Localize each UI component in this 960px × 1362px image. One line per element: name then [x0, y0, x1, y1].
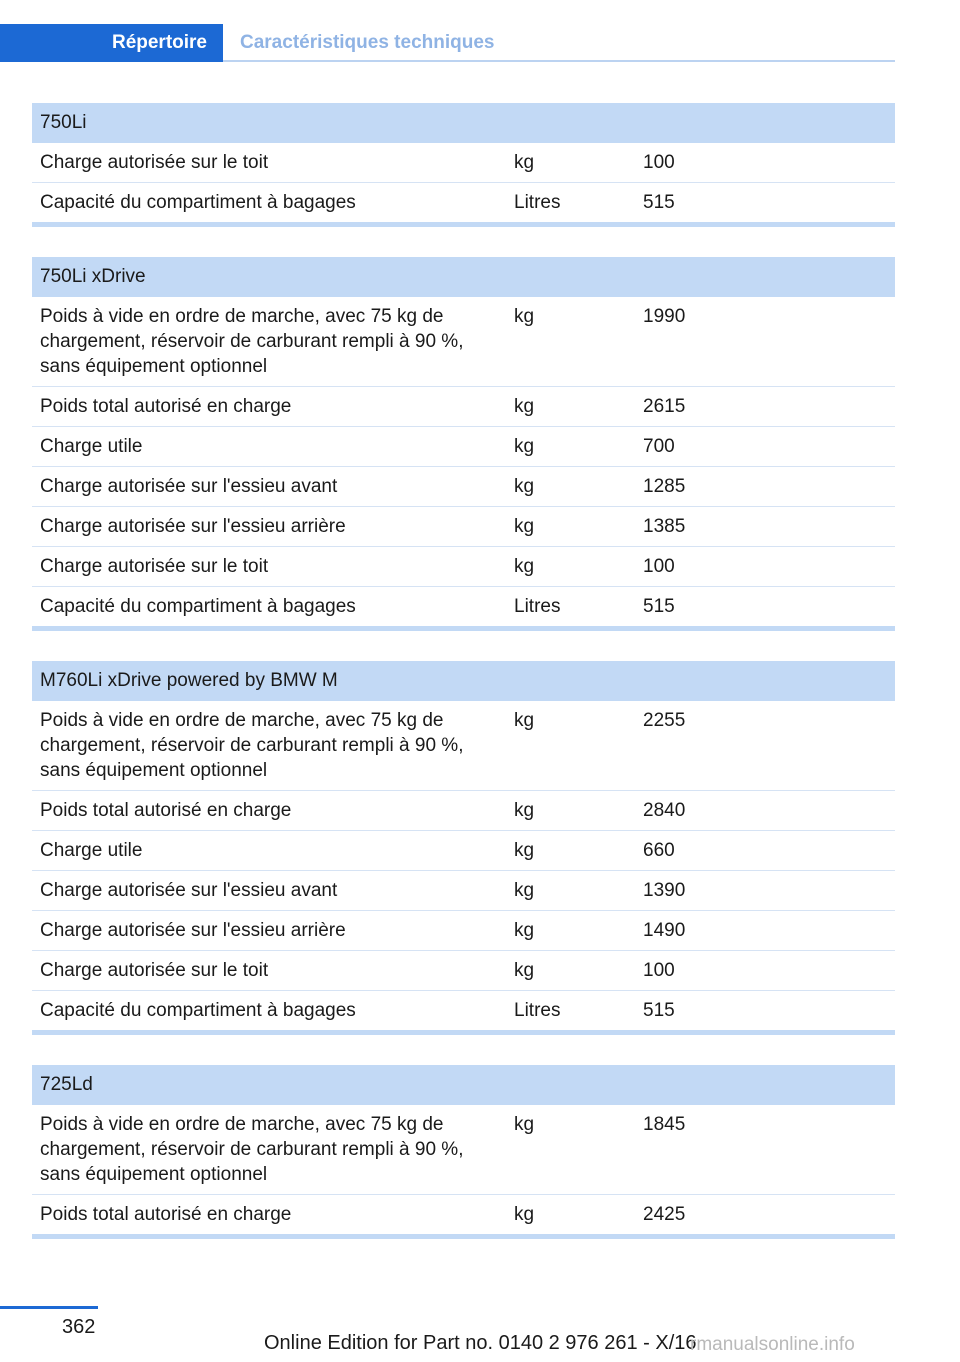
- row-value: 100: [643, 960, 675, 981]
- row-unit: kg: [514, 476, 535, 497]
- row-unit: kg: [514, 880, 535, 901]
- table-title: 750Li: [32, 103, 895, 143]
- table-row: [32, 507, 895, 547]
- tab-technical-specs[interactable]: Caractéristiques techniques: [240, 32, 495, 53]
- row-value: 2840: [643, 800, 686, 821]
- table-bottom-rule: [32, 626, 895, 631]
- row-unit: kg: [514, 152, 535, 173]
- row-unit: kg: [514, 920, 535, 941]
- table-row: [32, 1105, 895, 1195]
- row-label: Poids à vide en ordre de marche, avec 75 kg de chargement, réservoir de carburant rempli à 90 %, sans équipement optionnel: [40, 1114, 464, 1185]
- row-label: Poids total autorisé en charge: [40, 1204, 292, 1225]
- table-title: 750Li xDrive: [32, 257, 895, 297]
- row-label: Capacité du compartiment à bagages: [40, 596, 356, 617]
- row-label: Capacité du compartiment à bagages: [40, 192, 356, 213]
- table-bottom-rule: [32, 1234, 895, 1239]
- table-title: 725Ld: [32, 1065, 895, 1105]
- row-unit: Litres: [514, 1000, 561, 1021]
- table-row: [32, 427, 895, 467]
- row-label: Charge autorisée sur le toit: [40, 960, 269, 981]
- row-label: Charge autorisée sur le toit: [40, 556, 269, 577]
- row-value: 700: [643, 436, 675, 457]
- table-row: [32, 871, 895, 911]
- tab-repertoire[interactable]: Répertoire: [0, 24, 223, 62]
- row-unit: kg: [514, 516, 535, 537]
- table-row: [32, 467, 895, 507]
- table-bottom-rule: [32, 1030, 895, 1035]
- table-row: [32, 143, 895, 183]
- row-unit: kg: [514, 306, 535, 327]
- row-unit: kg: [514, 556, 535, 577]
- row-label: Poids total autorisé en charge: [40, 800, 292, 821]
- row-unit: kg: [514, 436, 535, 457]
- watermark: rmanualsonline.info: [690, 1334, 855, 1355]
- row-value: 1390: [643, 880, 686, 901]
- row-label: Poids total autorisé en charge: [40, 396, 292, 417]
- row-label: Charge autorisée sur l'essieu arrière: [40, 516, 346, 537]
- row-unit: kg: [514, 800, 535, 821]
- spec-table-750li: [32, 103, 895, 227]
- row-label: Poids à vide en ordre de marche, avec 75 kg de chargement, réservoir de carburant rempli à 90 %, sans équipement optionnel: [40, 710, 464, 781]
- row-value: 1285: [643, 476, 686, 497]
- row-value: 515: [643, 192, 675, 213]
- table-row: [32, 911, 895, 951]
- row-unit: kg: [514, 840, 535, 861]
- row-label: Charge autorisée sur l'essieu avant: [40, 880, 338, 901]
- row-unit: Litres: [514, 192, 561, 213]
- row-unit: Litres: [514, 596, 561, 617]
- table-bottom-rule: [32, 222, 895, 227]
- spec-table-750li-xdrive: [32, 257, 895, 631]
- footer-rule: [0, 1306, 98, 1309]
- table-row: [32, 701, 895, 791]
- row-value: 1845: [643, 1114, 686, 1135]
- row-unit: kg: [514, 1204, 535, 1225]
- row-value: 1385: [643, 516, 686, 537]
- row-value: 2615: [643, 396, 686, 417]
- row-label: Charge autorisée sur l'essieu arrière: [40, 920, 346, 941]
- row-unit: kg: [514, 710, 535, 731]
- spec-table-m760li-xdrive: [32, 661, 895, 1035]
- row-value: 2255: [643, 710, 686, 731]
- table-row: [32, 587, 895, 627]
- row-value: 660: [643, 840, 675, 861]
- row-label: Capacité du compartiment à bagages: [40, 1000, 356, 1021]
- row-value: 515: [643, 596, 675, 617]
- row-label: Poids à vide en ordre de marche, avec 75 kg de chargement, réservoir de carburant rempli à 90 %, sans équipement optionnel: [40, 306, 464, 377]
- row-label: Charge utile: [40, 840, 143, 861]
- table-row: [32, 547, 895, 587]
- spec-table-725ld: [32, 1065, 895, 1239]
- row-value: 2425: [643, 1204, 686, 1225]
- table-row: [32, 831, 895, 871]
- row-unit: kg: [514, 396, 535, 417]
- edition-text: Online Edition for Part no. 0140 2 976 261 - X/16: [264, 1332, 697, 1354]
- row-value: 1490: [643, 920, 686, 941]
- row-label: Charge autorisée sur l'essieu avant: [40, 476, 338, 497]
- row-unit: kg: [514, 960, 535, 981]
- table-row: [32, 297, 895, 387]
- table-title: M760Li xDrive powered by BMW M: [32, 661, 895, 701]
- header-divider: [223, 60, 895, 62]
- row-label: Charge autorisée sur le toit: [40, 152, 269, 173]
- table-row: [32, 1195, 895, 1235]
- row-value: 1990: [643, 306, 686, 327]
- row-label: Charge utile: [40, 436, 143, 457]
- table-row: [32, 951, 895, 991]
- page-number: 362: [62, 1316, 96, 1338]
- row-value: 100: [643, 152, 675, 173]
- row-unit: kg: [514, 1114, 535, 1135]
- row-value: 100: [643, 556, 675, 577]
- top-navigation: [0, 24, 895, 62]
- table-row: [32, 387, 895, 427]
- row-value: 515: [643, 1000, 675, 1021]
- table-row: [32, 791, 895, 831]
- table-row: [32, 183, 895, 223]
- table-row: [32, 991, 895, 1031]
